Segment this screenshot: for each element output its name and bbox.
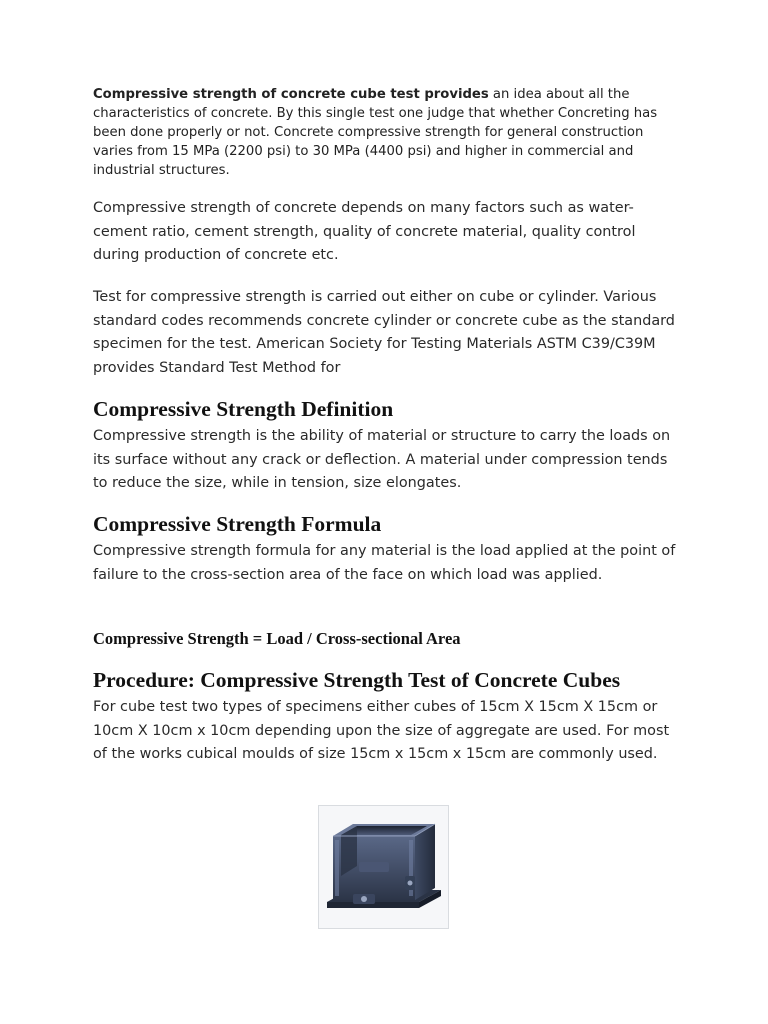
procedure-paragraph: For cube test two types of specimens either cubes of 15cm X 15cm X 15cm or 10cm X 10cm x 10cm depending upon the size of aggregate are used. For most of the works cubical moulds of size 15cm x 15cm x 15cm are commonly used. <box>93 699 670 763</box>
cube-mould-image <box>318 805 449 929</box>
intro-text: an idea about all the characteristics of concrete. By this single test one judge that whether Concreting has been done properly or not. Concrete compressive strength for general construction varies from 15 MPa (2200 psi) to 30 MPa (4400 psi) and higher in commercial and industrial structures. <box>93 87 658 178</box>
cube-mould-icon <box>319 806 448 928</box>
formula-paragraph: Compressive strength formula for any material is the load applied at the point of failure to the cross-section area of the face on which load was applied. <box>93 543 676 583</box>
formula-heading: Compressive Strength Formula <box>93 512 382 536</box>
procedure-heading: Procedure: Compressive Strength Test of Concrete Cubes <box>93 668 621 692</box>
test-specimens-paragraph: Test for compressive strength is carried out either on cube or cylinder. Various standard codes recommends concrete cylinder or concrete cube as the standard specimen for the test. American Society for Testing Materials ASTM C39/C39M provides Standard Test Method for <box>93 289 675 377</box>
formula-equation: Compressive Strength = Load / Cross-sectional Area <box>93 629 461 648</box>
factors-paragraph: Compressive strength of concrete depends on many factors such as water-cement ratio, cement strength, quality of concrete material, quality control during production of concrete etc. <box>93 200 636 264</box>
intro-bold-lead: Compressive strength of concrete cube test provides <box>93 87 489 102</box>
intro-paragraph <box>93 85 683 180</box>
definition-paragraph: Compressive strength is the ability of material or structure to carry the loads on its surface without any crack or deflection. A material under compression tends to reduce the size, while in tension, size elongates. <box>93 428 671 492</box>
definition-heading: Compressive Strength Definition <box>93 397 394 421</box>
